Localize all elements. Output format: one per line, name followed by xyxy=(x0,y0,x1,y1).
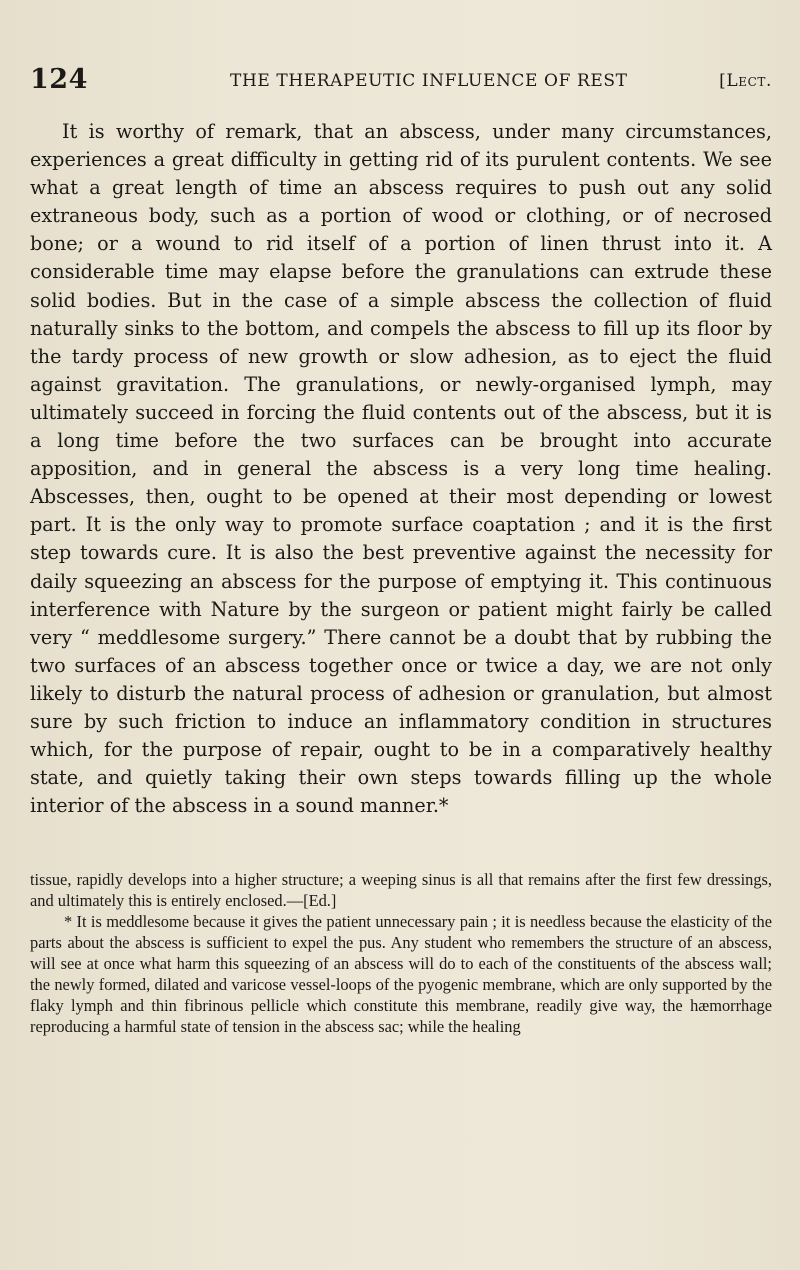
footnote-continued: tissue, rapidly develops into a higher structure; a weeping sinus is all that remains after the first few dressings, and ultimately this is entirely enclosed.—[Ed.] xyxy=(30,870,772,910)
page-header xyxy=(30,64,772,108)
page-number: 124 xyxy=(30,64,88,95)
section-mark: [Lect. xyxy=(719,71,772,91)
running-title: THE THERAPEUTIC INFLUENCE OF REST xyxy=(230,71,628,91)
main-text xyxy=(30,118,772,820)
footnote-asterisk: * It is meddlesome because it gives the patient unnecessary pain ; it is needless because the elasticity of the parts about the abscess is sufficient to expel the pus. Any student who remembers the structure of an abscess, will see at once what harm this squeezing of an abscess will do to each of the constituents of the abscess wall; the newly formed, dilated and varicose vessel-loops of the pyogenic membrane, which are only supported by the flaky lymph and thin fibrinous pellicle which constitute this membrane, readily give way, the hæmorrhage reproducing a harmful state of tension in the abscess sac; while the healing xyxy=(30,912,772,1036)
body-paragraph: It is worthy of remark, that an abscess, under many circumstances, experiences a great difficulty in getting rid of its purulent contents. We see what a great length of time an abscess requires to push out any solid extraneous body, such as a portion of wood or clothing, or of necrosed bone; or a wound to rid itself of a portion of linen thrust into it. A considerable time may elapse before the granulations can extrude these solid bodies. But in the case of a simple abscess the collection of fluid naturally sinks to the bottom, and compels the abscess to fill up its floor by the tardy process of new growth or slow adhesion, as to eject the fluid against gravitation. The granulations, or newly-organised lymph, may ultimately succeed in forcing the fluid contents out of the abscess, but it is a long time before the two surfaces can be brought into accurate apposition, and in general the abscess is a very long time healing. Abscesses, then, ought to be opened at their most depending or lowest part. It is the only way to promote surface coaptation ; and it is the first step towards cure. It is also the best preventive against the necessity for daily squeezing an abscess for the purpose of emptying it. This continuous interference with Nature by the surgeon or patient might fairly be called very “ meddlesome surgery.” There cannot be a doubt that by rubbing the two surfaces of an abscess together once or twice a day, we are not only likely to disturb the natural process of adhesion or granulation, but almost sure by such friction to induce an inflammatory condition in structures which, for the purpose of repair, ought to be in a comparatively healthy state, and quietly taking their own steps towards filling up the whole interior of the abscess in a sound manner.* xyxy=(30,120,772,818)
footnotes xyxy=(30,869,772,1037)
